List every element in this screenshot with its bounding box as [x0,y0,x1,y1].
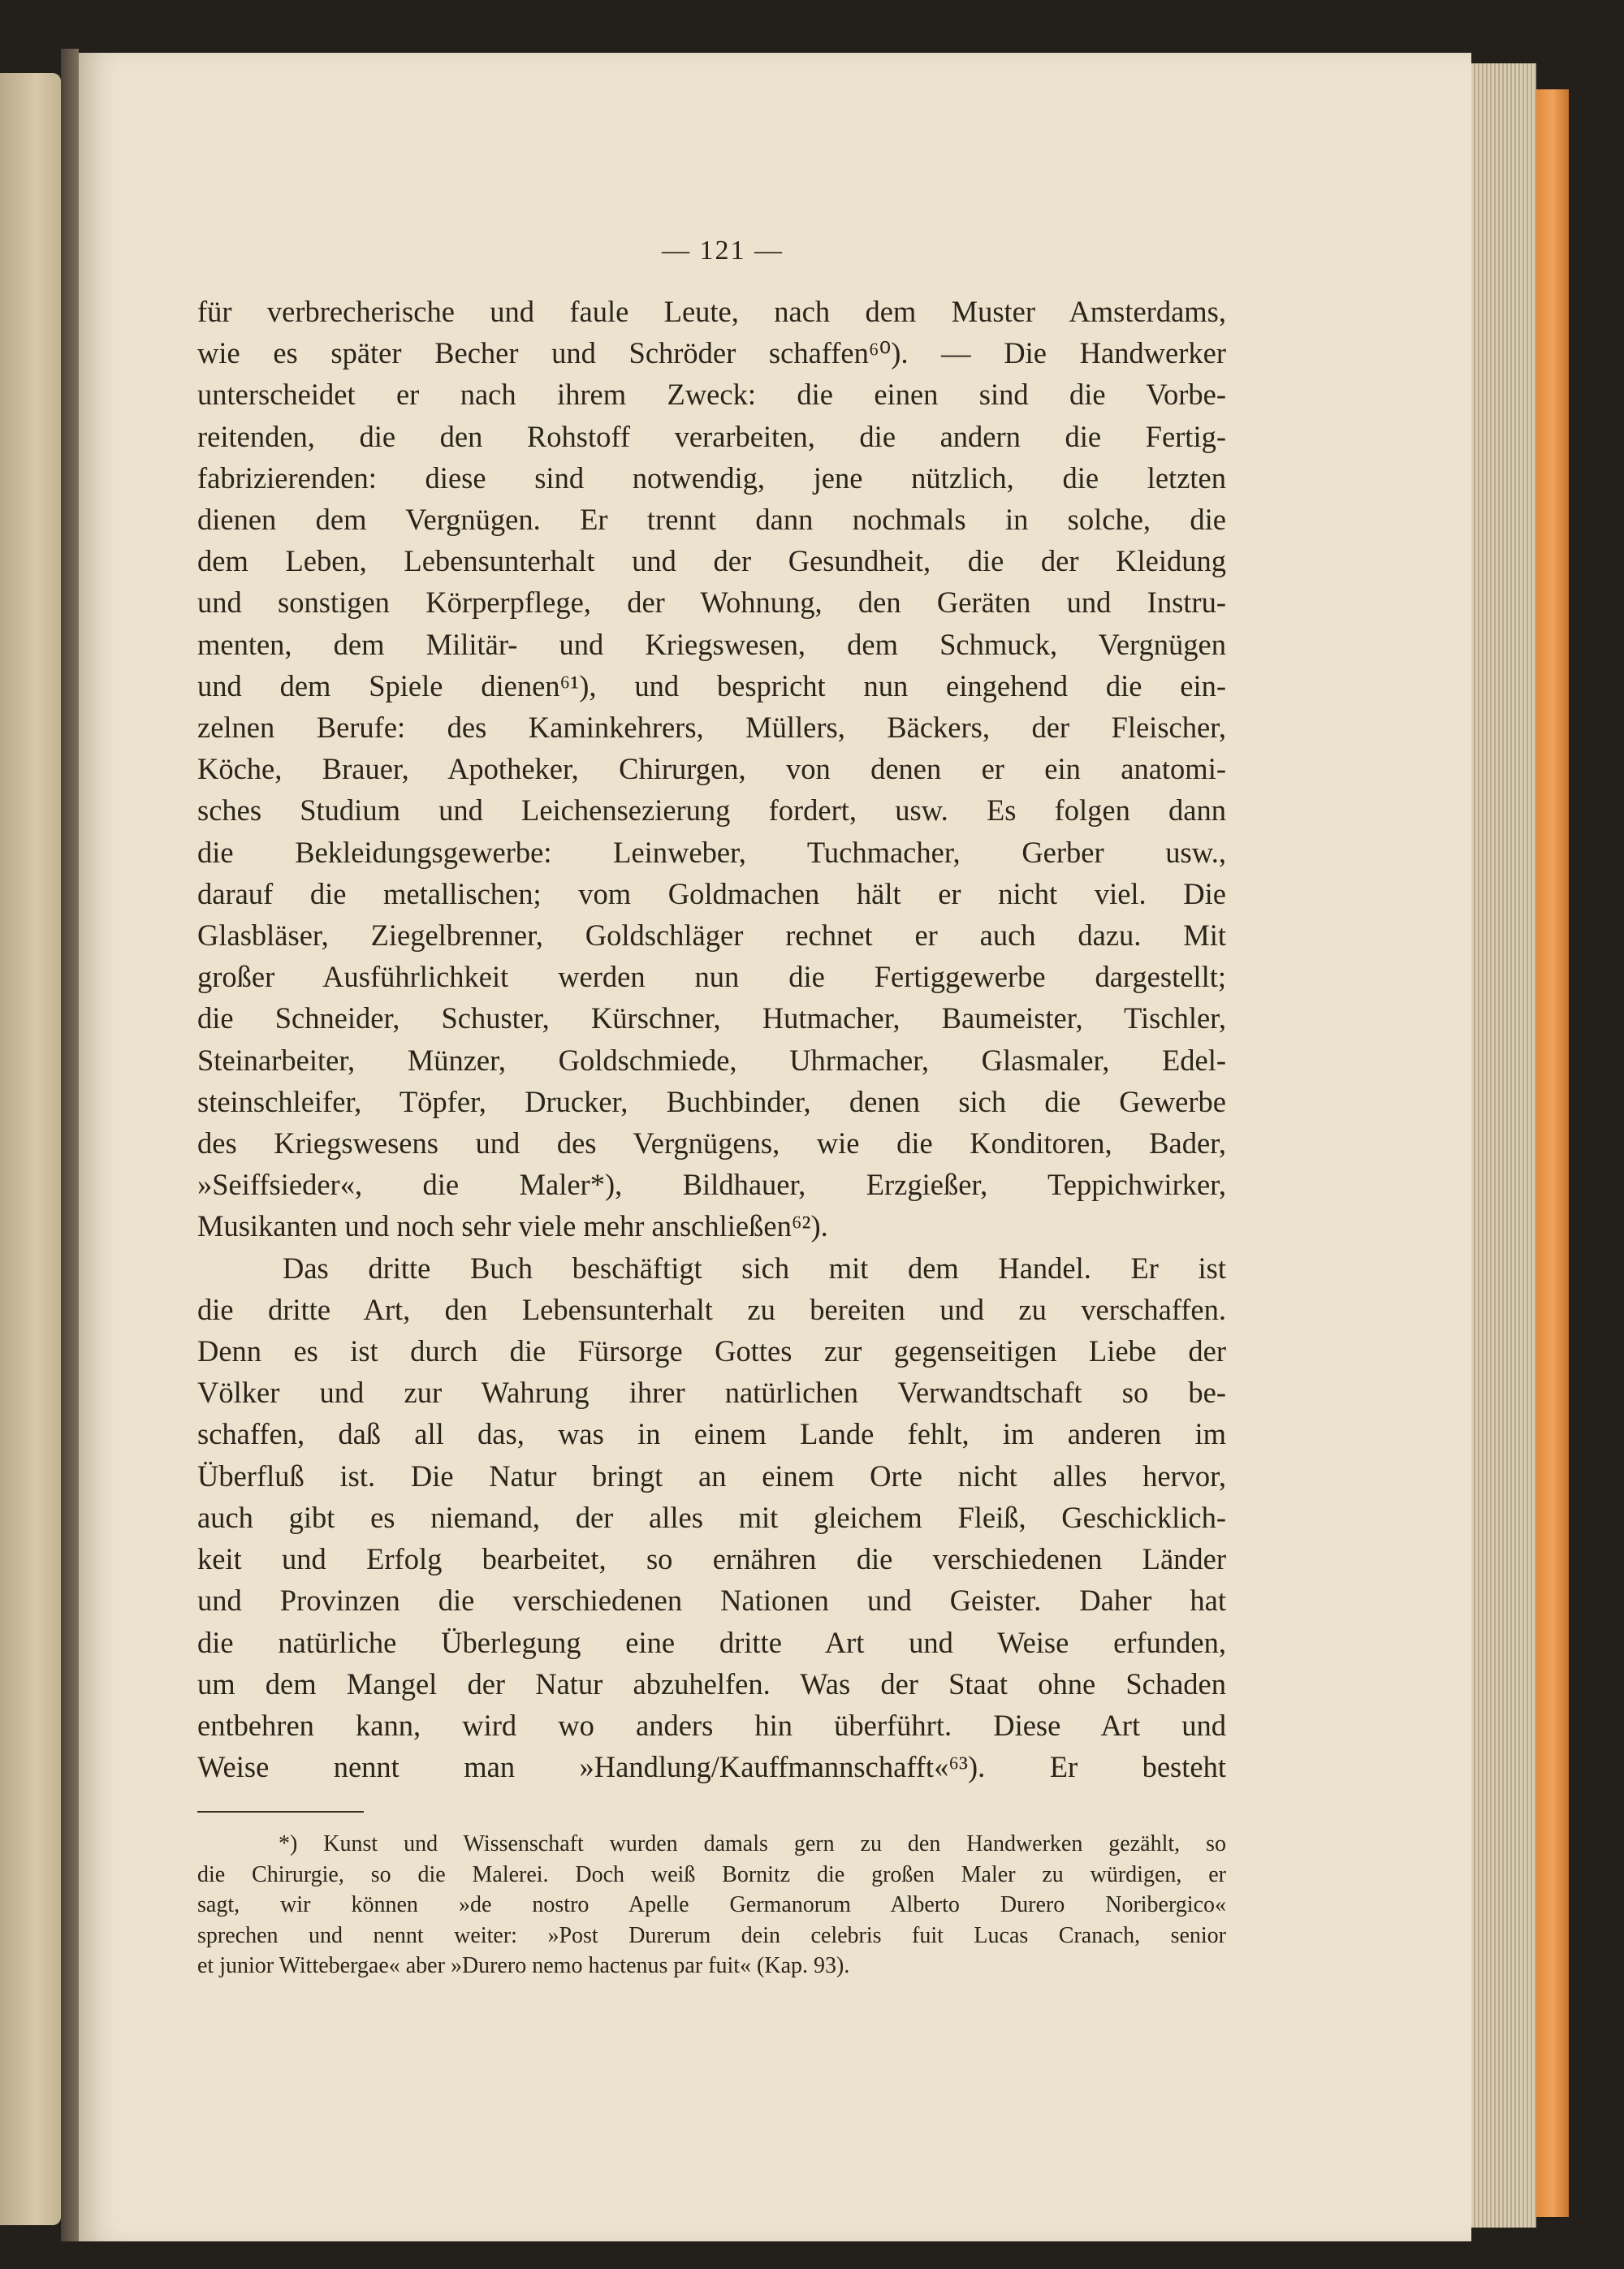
page-stack-edges [1471,63,1536,2228]
book-gutter [61,49,79,2241]
text-line: Steinarbeiter, Münzer, Goldschmiede, Uhrmacher, Glasmaler, Edel- [197,1043,1226,1077]
text-line: die dritte Art, den Lebensunterhalt zu bereiten und zu verschaffen. [197,1292,1226,1326]
text-line: die natürliche Überlegung eine dritte Art und Weise erfunden, [197,1625,1226,1659]
text-line: Völker und zur Wahrung ihrer natürlichen Verwandtschaft so be- [197,1376,1226,1410]
text-line: um dem Mangel der Natur abzuhelfen. Was der Staat ohne Schaden [197,1666,1226,1701]
text-line: Glasbläser, Ziegelbrenner, Goldschläger rechnet er auch dazu. Mit [197,918,1226,953]
text-line: die Schneider, Schuster, Kürschner, Hutmacher, Baumeister, Tischler, [197,1001,1226,1035]
text-line: und dem Spiele dienen⁶¹), und bespricht nun eingehend die ein- [197,668,1226,702]
cover-edge [1536,89,1569,2217]
text-line: Weise nennt man »Handlung/Kauffmannschafft«⁶³). Er besteht [197,1750,1226,1784]
left-page-edge [0,73,61,2225]
text-line: für verbrecherische und faule Leute, nach dem Muster Amsterdams, [197,295,1226,328]
text-line: unterscheidet er nach ihrem Zweck: die einen sind die Vorbe- [197,378,1226,412]
text-line: wie es später Becher und Schröder schaffen⁶⁰). — Die Handwerker [197,336,1226,370]
paragraph-handwerker [197,291,1226,1247]
text-line: reitenden, die den Rohstoff verarbeiten, die andern die Fertig- [197,419,1226,453]
text-line: die Bekleidungsgewerbe: Leinweber, Tuchmacher, Gerber usw., [197,835,1226,869]
footnote-line: *) Kunst und Wissenschaft wurden damals gern zu den Handwerken gezählt, so [279,1831,1226,1856]
text-line: Musikanten und noch sehr viele mehr anschließen⁶²). [197,1209,828,1243]
text-line: darauf die metallischen; vom Goldmachen hält er nicht viel. Die [197,876,1226,910]
text-line: des Kriegswesens und des Vergnügens, wie die Konditoren, Bader, [197,1126,1226,1160]
text-line: »Seiffsieder«, die Maler*), Bildhauer, Erzgießer, Teppichwirker, [197,1168,1226,1202]
text-line: Denn es ist durch die Fürsorge Gottes zur gegenseitigen Liebe der [197,1334,1226,1368]
paragraph-handel [197,1247,1226,1788]
footnote-line: sprechen und nennt weiter: »Post Durerum dein celebris fuit Lucas Cranach, senior [197,1922,1226,1948]
text-line: und Provinzen die verschiedenen Nationen und Geister. Daher hat [197,1584,1226,1618]
footnote-divider [197,1811,364,1813]
text-line: sches Studium und Leichensezierung fordert, usw. Es folgen dann [197,793,1226,828]
page-number: — 121 — [662,236,784,266]
text-line: steinschleifer, Töpfer, Drucker, Buchbinder, denen sich die Gewerbe [197,1084,1226,1118]
text-line: Überfluß ist. Die Natur bringt an einem Orte nicht alles hervor, [197,1459,1226,1493]
text-line: entbehren kann, wird wo anders hin überführt. Diese Art und [197,1708,1226,1742]
text-line: großer Ausführlichkeit werden nun die Fertiggewerbe dargestellt; [197,960,1226,994]
text-line: und sonstigen Körperpflege, der Wohnung, den Geräten und Instru- [197,586,1226,620]
footnote [197,1829,1226,1982]
text-line: zelnen Berufe: des Kaminkehrers, Müllers, Bäckers, der Fleischer, [197,711,1226,745]
text-line: schaffen, daß all das, was in einem Lande fehlt, im anderen im [197,1417,1226,1451]
text-line: Das dritte Buch beschäftigt sich mit dem Handel. Er ist [283,1251,1226,1285]
text-line: Köche, Brauer, Apotheker, Chirurgen, von denen er ein anatomi- [197,752,1226,786]
body-text [197,291,1226,1787]
text-line: menten, dem Militär- und Kriegswesen, dem Schmuck, Vergnügen [197,627,1226,661]
text-line: fabrizierenden: diese sind notwendig, jene nützlich, die letzten [197,460,1226,495]
footnote-line: die Chirurgie, so die Malerei. Doch weiß Bornitz die großen Maler zu würdigen, er [197,1861,1226,1887]
footnote-line: sagt, wir können »de nostro Apelle Germanorum Alberto Durero Noribergico« [197,1892,1226,1917]
text-line: dem Leben, Lebensunterhalt und der Gesundheit, die der Kleidung [197,544,1226,578]
footnote-line: et junior Wittebergae« aber »Durero nemo hactenus par fuit« (Kap. 93). [197,1953,850,1978]
text-line: keit und Erfolg bearbeitet, so ernähren die verschiedenen Länder [197,1542,1226,1576]
text-line: auch gibt es niemand, der alles mit gleichem Fleiß, Geschicklich- [197,1500,1226,1534]
text-line: dienen dem Vergnügen. Er trennt dann nochmals in solche, die [197,503,1226,537]
